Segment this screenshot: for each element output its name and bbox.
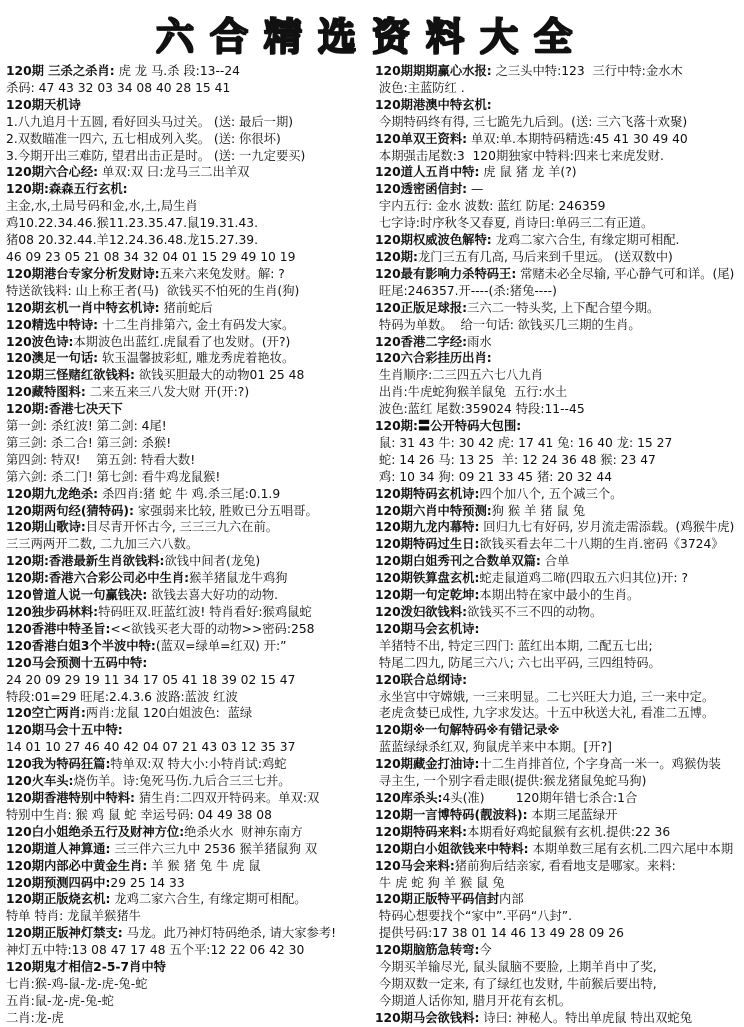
- info-line-text: 常赌未必全尽输, 平心静气可和详。(尾): [516, 266, 735, 281]
- info-line-text: 虎 龙 马.杀 段:13--24: [114, 64, 240, 78]
- info-line: [6, 756, 371, 773]
- info-line: [375, 722, 740, 739]
- info-line-text: 雨水: [467, 334, 492, 349]
- info-line-label: 120期港台专家分析发财诗:: [6, 266, 160, 281]
- info-line-label: 120期九龙绝杀:: [6, 486, 99, 501]
- info-line-label: 120期:香港七决天下: [6, 402, 123, 417]
- info-line: [6, 503, 371, 520]
- info-line-label: 120泼妇欲钱料:: [375, 605, 468, 619]
- info-line: [6, 131, 371, 148]
- info-line: [375, 215, 740, 232]
- info-line-text: 特单 特肖: 龙鼠羊猴猪牛: [6, 909, 141, 924]
- info-line: [375, 689, 740, 706]
- info-line-text: 羊猪特不出, 特定三四门: 蓝红出本期, 二配五七出;: [375, 638, 653, 653]
- info-line-text: 猴羊猪鼠龙牛鸡狗: [189, 571, 288, 586]
- info-line: [6, 334, 371, 351]
- info-line: [6, 232, 371, 249]
- info-line: [375, 519, 740, 536]
- info-line: [6, 249, 371, 266]
- info-line: [375, 604, 740, 621]
- info-line-text: 鼠: 31 43 牛: 30 42 虎: 17 41 兔: 16 40 龙: 15 27: [375, 435, 673, 450]
- info-line: [375, 841, 740, 858]
- info-line-text: 今期双数一定来, 有了绿红也发财, 牛前猴后要出特,: [375, 976, 657, 991]
- info-line: [375, 942, 740, 959]
- info-line-text: 家强弱来比较, 胜败已分五唱哥。: [133, 503, 318, 518]
- info-line: [6, 858, 371, 875]
- info-line: [6, 959, 371, 976]
- info-line-label: 120期香港特别中特料:: [6, 790, 135, 805]
- info-line: [6, 824, 371, 841]
- info-line-label: 120透密函信封:: [375, 182, 468, 197]
- info-line-text: 蛇: 14 26 马: 13 25 羊: 12 24 36 48 猴: 23 47: [375, 452, 656, 467]
- info-line-text: 诗曰: 神秘人。特出单虎鼠 特出双蛇兔: [479, 1010, 692, 1025]
- info-line: [375, 959, 740, 976]
- info-line-text: 特尾二四九, 防尾三六八; 六七出平码, 三四组特码。: [375, 655, 661, 670]
- info-line-text: 三三两两开二数, 二九加三六八数。: [6, 537, 199, 552]
- info-line-text: 狗 猴 羊 猪 鼠 兔: [491, 503, 585, 518]
- info-line-label: 120期藏金打油诗:: [375, 757, 480, 772]
- info-line: [375, 553, 740, 570]
- info-line: [6, 401, 371, 418]
- info-line-label: 120澳足一句话:: [6, 351, 99, 366]
- info-line: [375, 63, 740, 80]
- info-line-text: 本期出特在家中最小的生肖。: [479, 588, 640, 603]
- info-line-text: 今期道人话你知, 腊月开花有玄机。: [375, 993, 572, 1008]
- info-line: [375, 181, 740, 198]
- info-line: [6, 908, 371, 925]
- info-line: [375, 317, 740, 334]
- info-line-text: 鸡10.22.34.46.猴11.23.35.47.鼠19.31.43.: [6, 216, 259, 231]
- info-line-text: 回归九七有好码, 岁月流走需添载。(鸡猴牛虎): [479, 520, 735, 535]
- info-line-text: 2.双数瞄准一四六, 五七相成列入奖。 (送: 你很坏): [6, 131, 281, 146]
- info-line-text: 欲钱买胆最大的动物01 25 48: [134, 368, 305, 383]
- info-line-label: 120期玄机一肖中特玄机诗:: [6, 300, 160, 315]
- info-line: [6, 739, 371, 756]
- info-line: [375, 756, 740, 773]
- info-line-text: 三三伴六三九中 2536 猴羊猪鼠狗 双: [110, 841, 318, 856]
- info-line: [375, 300, 740, 317]
- info-line: [375, 266, 740, 283]
- info-line: [375, 97, 740, 114]
- info-line-label: 120期:森森五行玄机:: [6, 182, 128, 197]
- info-line-label: 120期:〓公开特码大包围:: [375, 419, 522, 434]
- info-line: [375, 858, 740, 875]
- info-line: [6, 553, 371, 570]
- info-line: [6, 367, 371, 384]
- info-line-label: 120期道人神算通:: [6, 841, 111, 856]
- info-line-label: 120道人五肖中特:: [375, 165, 480, 180]
- info-line: [6, 198, 371, 215]
- info-line-text: 杀码: 47 43 32 03 34 08 40 28 15 41: [6, 80, 231, 95]
- info-line-text: 欲钱买不三不四的动物。: [467, 605, 603, 619]
- info-line: [6, 604, 371, 621]
- info-line-label: 120香港二字经:: [375, 334, 468, 349]
- info-line: [6, 435, 371, 452]
- info-line-text: 46 09 23 05 21 08 34 32 04 01 15 29 49 10 19: [6, 249, 296, 264]
- info-line-text: 第一剑: 杀红波! 第二剑: 4尾!: [6, 419, 167, 434]
- info-line-text: 特码心想要找个“家中”.平码“八封”.: [375, 909, 573, 924]
- info-line-text: 单双:双 曰:龙马三二出羊双: [98, 165, 250, 180]
- info-line: [6, 705, 371, 722]
- info-line-label: 120我为特码狂篇:: [6, 757, 111, 772]
- info-line: [6, 181, 371, 198]
- info-line-text: 猪前蛇后: [159, 300, 213, 315]
- info-line: [6, 638, 371, 655]
- info-line-label: 120期一言博特码(靓波料):: [375, 807, 528, 822]
- left-column: [6, 63, 371, 1027]
- info-line-label: 120期铁算盘玄机:: [375, 571, 480, 586]
- info-line-text: 五肖:鼠-龙-虎-兔-蛇: [6, 993, 114, 1008]
- info-line-text: 羊 猴 猪 兔 牛 虎 鼠: [147, 858, 261, 873]
- info-line-text: 二来五来三八发大财 开(开:?): [85, 385, 250, 400]
- info-line: [375, 435, 740, 452]
- info-line-label: 120马会来料:: [375, 858, 455, 873]
- info-line: [375, 976, 740, 993]
- info-line-text: 三六二一特头奖, 上下配合望今期。: [467, 300, 660, 315]
- info-line: [375, 925, 740, 942]
- info-line: [375, 249, 740, 266]
- info-line: [375, 148, 740, 165]
- info-line-text: 之三头中特:123 三行中特:金水木: [491, 64, 683, 78]
- info-line-text: 旺尾:246357.开----(杀:猪兔----): [375, 283, 557, 298]
- info-line: [6, 452, 371, 469]
- info-line-text: 第四剑: 特双! 第五剑: 特看大数!: [6, 452, 196, 467]
- info-line: [375, 503, 740, 520]
- info-line: [375, 655, 740, 672]
- info-line-text: 绝杀火水 财神东南方: [184, 824, 303, 839]
- info-line: [6, 418, 371, 435]
- info-line-label: 120期天机诗: [6, 97, 81, 112]
- info-line-label: 120期※一句解特码※有错记录※: [375, 723, 560, 738]
- info-line-text: 波色:蓝红 尾数:359024 特段:11--45: [375, 402, 585, 417]
- info-line: [6, 655, 371, 672]
- info-line-text: 29 25 14 33: [110, 875, 185, 890]
- info-line: [6, 114, 371, 131]
- info-line: [6, 164, 371, 181]
- info-line: [375, 773, 740, 790]
- info-line-text: 龙鸡二家六合生, 有缘定期可相配.: [491, 233, 680, 248]
- info-line: [6, 993, 371, 1010]
- info-line: [6, 891, 371, 908]
- info-line: [6, 283, 371, 300]
- info-line-text: <<欲钱买老大哥的动物>>密码:258: [110, 621, 315, 636]
- info-line: [6, 350, 371, 367]
- content-columns: [0, 61, 744, 1027]
- info-line: [6, 215, 371, 232]
- info-line: [6, 790, 371, 807]
- info-line-label: 120期马会玄机诗:: [375, 621, 480, 636]
- info-line-label: 120藏特图料:: [6, 385, 86, 400]
- info-line-text: 特送欲钱料: 山上称王者(马) 欲钱买不怕死的生肖(狗): [6, 283, 300, 298]
- info-line: [375, 367, 740, 384]
- info-line: [6, 97, 371, 114]
- info-line: [375, 334, 740, 351]
- info-line-label: 120空亡两肖:: [6, 706, 86, 721]
- info-line: [6, 317, 371, 334]
- info-line-label: 120期预测四码中:: [6, 875, 111, 890]
- info-line-label: 120精选中特诗:: [6, 317, 99, 332]
- info-line-text: 马龙。此乃神灯特码绝杀, 请大家参考!: [122, 926, 337, 941]
- info-line: [6, 942, 371, 959]
- info-line: [375, 350, 740, 367]
- info-line-text: 龙门三五有几高, 马后来到千里远。 (送双数中): [417, 249, 673, 264]
- info-line-text: 第六剑: 杀二门! 第七剑: 看牛鸡龙鼠猴!: [6, 469, 221, 484]
- right-column: [375, 63, 740, 1027]
- info-line-text: 杀四肖:猪 蛇 牛 鸡.杀三尾:0.1.9: [98, 486, 281, 501]
- info-line-text: 3.今期开出三难防, 望君出击正是时。 (送: 一九定要买): [6, 148, 306, 163]
- info-line-label: 120期一句定乾坤:: [375, 588, 480, 603]
- info-line-label: 120期港澳中特玄机:: [375, 97, 492, 112]
- info-line: [375, 131, 740, 148]
- info-line-text: 1.八九追月十五圆, 看好回头马过关。 (送: 最后一期): [6, 114, 294, 129]
- info-line-text: 蓝蓝绿绿杀红双, 狗鼠虎羊来中本期。[开?]: [375, 740, 612, 755]
- info-line: [375, 570, 740, 587]
- info-line-label: 120曾道人说一句赢钱决:: [6, 588, 148, 603]
- info-line-label: 120期六合心经:: [6, 165, 99, 180]
- info-line-label: 120香港中特圣旨:: [6, 621, 111, 636]
- info-line: [375, 452, 740, 469]
- info-line-text: 生肖顺序:二三四五六七八九肖: [375, 368, 543, 383]
- info-line-text: 出肖:牛虎蛇狗猴羊鼠兔 五行:水土: [375, 385, 568, 400]
- info-line: [6, 722, 371, 739]
- info-line-text: 牛 虎 蛇 狗 羊 猴 鼠 兔: [375, 875, 505, 890]
- info-line: [6, 536, 371, 553]
- info-line: [375, 807, 740, 824]
- info-line-label: 120期特码玄机诗:: [375, 486, 480, 501]
- info-line-text: 合单: [540, 554, 570, 569]
- info-line: [6, 807, 371, 824]
- info-line-text: 内部: [499, 892, 524, 907]
- info-line: [6, 672, 371, 689]
- info-line: [6, 384, 371, 401]
- info-line-label: 120联合总纲诗:: [375, 672, 468, 687]
- info-line-label: 120期鬼才相信2-5-7肖中特: [6, 960, 166, 975]
- info-line: [6, 841, 371, 858]
- info-line-label: 120期正版特平码信封: [375, 892, 500, 907]
- info-line-label: 120期六肖中特预测:: [375, 503, 492, 518]
- info-line: [375, 232, 740, 249]
- info-line-text: 第三剑: 杀二合! 第三剑: 杀猴!: [6, 435, 172, 450]
- info-line-text: 今期买羊输尽光, 鼠头鼠脑不要脸, 上期羊肖中了奖,: [375, 960, 657, 975]
- info-line-text: 十二生肖排首位, 个字身高一米一。鸡猴伪装: [479, 757, 721, 772]
- info-line-text: 提供号码:17 38 01 14 46 13 49 28 09 26: [375, 926, 624, 941]
- info-line-label: 120期:香港六合彩公司必中生肖:: [6, 571, 190, 586]
- info-line: [375, 790, 740, 807]
- info-line: [375, 908, 740, 925]
- info-line-text: 本期波色出蓝红.虎鼠看了也发财。(开?): [73, 334, 291, 349]
- info-line-label: 120最有影响力杀特码王:: [375, 266, 517, 281]
- info-line-text: 特码为单数。 给一句话: 欲钱买几三期的生肖。: [375, 317, 641, 332]
- info-line: [6, 80, 371, 97]
- info-line: [6, 587, 371, 604]
- info-line-text: 主金,水,土局号码和金,水,土,局生肖: [6, 199, 198, 214]
- info-line: [6, 1010, 371, 1027]
- info-line: [375, 198, 740, 215]
- info-line-text: 特段:01=29 旺尾:2.4.3.6 波路:蓝波 红波: [6, 689, 238, 704]
- info-line-label: 120期马会欲钱料:: [375, 1010, 480, 1025]
- info-line-text: 十二生肖排第六, 金土有码发大家。: [98, 317, 295, 332]
- info-line-text: (蓝双=绿单=红双) 开:”: [155, 638, 287, 653]
- info-line-label: 120期两句经(猜特码):: [6, 503, 134, 518]
- info-line-text: 欲钱买看去年二十八期的生肖.密码《3724》: [479, 537, 724, 552]
- info-line-label: 120期特码来料:: [375, 824, 468, 839]
- info-line-text: 本期单数三尾有玄机.二四六尾中本期: [528, 841, 734, 856]
- info-line-text: 永坐宫中守嫦娥, 一三来明显。二七兴旺大力追, 三一来中定。: [375, 689, 715, 704]
- info-line-text: 单双:单.本期特码精选:45 41 30 49 40: [467, 131, 688, 146]
- info-line-label: 120期 三杀之杀肖:: [6, 64, 115, 78]
- info-line: [6, 689, 371, 706]
- info-line-text: 特码旺双.旺蓝红波! 特肖看好:猴鸡鼠蛇: [98, 605, 312, 619]
- info-line-label: 120马会预测十五码中特:: [6, 655, 148, 670]
- info-line-text: 四个加八个, 五个减三个。: [479, 486, 623, 501]
- info-line-text: 软玉温馨披彩虹, 雕龙秀虎着艳妆。: [98, 351, 295, 366]
- info-line-text: 特单双:双 特大小:小特肖试:鸡蛇: [110, 757, 287, 772]
- info-line-text: 波色:主蓝防红 .: [375, 80, 465, 95]
- info-line-text: 24 20 09 29 19 11 34 17 05 41 18 39 02 15 47: [6, 672, 296, 687]
- info-line-text: 二肖:龙-虎: [6, 1010, 64, 1025]
- info-line-label: 120期九龙内幕特:: [375, 520, 480, 535]
- info-line: [375, 705, 740, 722]
- info-line: [375, 283, 740, 300]
- info-line: [375, 621, 740, 638]
- info-line-label: 120期脑筋急转弯:: [375, 943, 480, 958]
- info-line-text: 欲钱中间者(龙兔): [164, 554, 261, 569]
- info-line: [6, 570, 371, 587]
- info-line-text: 龙鸡二家六合生, 有缘定期可相配。: [110, 892, 307, 907]
- info-line-text: 神灯五中特:13 08 47 17 48 五个平:12 22 06 42 30: [6, 943, 305, 958]
- info-line: [6, 266, 371, 283]
- page-title: 六合精选资料大全: [155, 15, 588, 59]
- info-line-label: 120波色诗:: [6, 334, 74, 349]
- info-line-text: 虎 鼠 猪 龙 羊(?): [479, 165, 577, 180]
- info-line-label: 120期:香港最新生肖欲钱料:: [6, 554, 165, 569]
- info-line: [375, 587, 740, 604]
- info-line-label: 120期山歌诗:: [6, 520, 86, 535]
- info-line-label: 120单双王资料:: [375, 131, 468, 146]
- info-line: [375, 638, 740, 655]
- info-line: [375, 875, 740, 892]
- info-line: [375, 739, 740, 756]
- info-line: [6, 976, 371, 993]
- info-line: [6, 773, 371, 790]
- info-line-label: 120香港白姐3个半波中特:: [6, 638, 156, 653]
- info-line: [375, 891, 740, 908]
- info-line-text: 老虎贪婪已成性, 九字求发达。十五中秋送大礼, 看准二五博。: [375, 706, 715, 721]
- info-line: [375, 469, 740, 486]
- info-line-text: 鸡: 10 34 狗: 09 21 33 45 猪: 20 32 44: [375, 469, 613, 484]
- info-line-text: —: [467, 182, 484, 197]
- info-line: [375, 824, 740, 841]
- info-line-text: 蛇走鼠道鸡二啼(四取五六归其位)开: ?: [479, 571, 689, 586]
- info-line: [375, 1010, 740, 1027]
- info-line-label: 120白小姐绝杀五行及财神方位:: [6, 824, 185, 839]
- info-line-text: 烧伤羊。诗:兔死马伤.九后合三三七并。: [73, 774, 291, 789]
- info-line: [6, 486, 371, 503]
- info-line: [375, 672, 740, 689]
- info-line-label: 120期内部必中黄金生肖:: [6, 858, 148, 873]
- info-line-label: 120期特码过生日:: [375, 537, 480, 552]
- info-line-label: 120库杀头:: [375, 790, 443, 805]
- info-line: [6, 925, 371, 942]
- info-line: [6, 300, 371, 317]
- info-line-label: 120期正版神灯禁支:: [6, 926, 123, 941]
- info-line: [375, 486, 740, 503]
- info-line-label: 120期白姐秀刊之合数单双篇:: [375, 554, 541, 569]
- info-line-text: 猜生肖:二四双开特码来。单双:双: [134, 790, 320, 805]
- info-line-text: 七肖:猴-鸡-鼠-龙-虎-兔-蛇: [6, 976, 148, 991]
- info-line-text: 目尽青开怀古今, 三三三九六在前。: [85, 520, 279, 535]
- info-line-label: 120六合彩挂历出肖:: [375, 351, 492, 366]
- info-line-label: 120期白小姐欲钱来中特料:: [375, 841, 529, 856]
- info-line-text: 宇内五行: 金水 波数: 蓝红 防尾: 246359: [375, 199, 606, 214]
- info-line-text: 本期强击尾数:3 120期独家中特料:四来七来虎发财.: [375, 148, 664, 163]
- info-line-text: 14 01 10 27 46 40 42 04 07 21 43 03 12 35 37: [6, 740, 296, 755]
- info-line-text: 今期特码终有得, 三七跪先九后到。(送: 三六飞落十欢聚): [375, 114, 688, 129]
- info-line-text: 本期看好鸡蛇鼠猴有玄机.提供:22 36: [467, 824, 671, 839]
- info-line-label: 120火车头:: [6, 774, 74, 789]
- info-line-label: 120正版足球报:: [375, 300, 468, 315]
- info-line: [375, 418, 740, 435]
- info-line-text: 猪08 20.32.44.羊12.24.36.48.龙15.27.39.: [6, 233, 259, 248]
- info-line-label: 120期马会十五中特:: [6, 723, 123, 738]
- info-line-text: 五来六来兔发财。解: ?: [159, 266, 285, 281]
- info-line-label: 120期:: [375, 249, 418, 264]
- info-line-text: 两肖:龙鼠 120白姐波色: 蓝绿: [85, 706, 253, 721]
- info-line: [6, 875, 371, 892]
- info-line: [6, 469, 371, 486]
- info-line: [375, 114, 740, 131]
- info-line-label: 120期正版烧玄机:: [6, 892, 111, 907]
- info-line: [6, 148, 371, 165]
- info-line: [375, 80, 740, 97]
- info-line-text: 欲钱去喜大好功的动物.: [147, 588, 279, 603]
- info-line-text: 七字诗:时序秋冬又春夏, 肖诗曰:单码三二有正道。: [375, 216, 654, 231]
- info-line-text: 本期三尾蓝绿开: [527, 807, 618, 822]
- info-line-text: 4头(准) 120期年错七杀合:1合: [442, 790, 638, 805]
- info-line-text: 特别中生肖: 猴 鸡 鼠 蛇 幸运号码: 04 49 38 08: [6, 807, 272, 822]
- info-line-text: 寻主生, 一个别字看走眼(提供:猴龙猪鼠兔蛇马狗): [375, 774, 647, 789]
- info-line: [6, 519, 371, 536]
- info-line-label: 120期三怪赌红欲钱料:: [6, 368, 135, 383]
- info-line-text: 今: [479, 943, 492, 958]
- info-line-label: 120期期期赢心水报:: [375, 64, 492, 78]
- info-line: [6, 621, 371, 638]
- info-line: [375, 536, 740, 553]
- info-line: [6, 63, 371, 80]
- info-line-label: 120期权威波色解特:: [375, 233, 492, 248]
- info-line: [375, 401, 740, 418]
- info-line: [375, 164, 740, 181]
- info-line-label: 120独步码林料:: [6, 605, 99, 619]
- info-line: [375, 384, 740, 401]
- info-line-text: 猪前狗后结亲家, 看看地支是哪家。来料:: [454, 858, 676, 873]
- info-line: [375, 993, 740, 1010]
